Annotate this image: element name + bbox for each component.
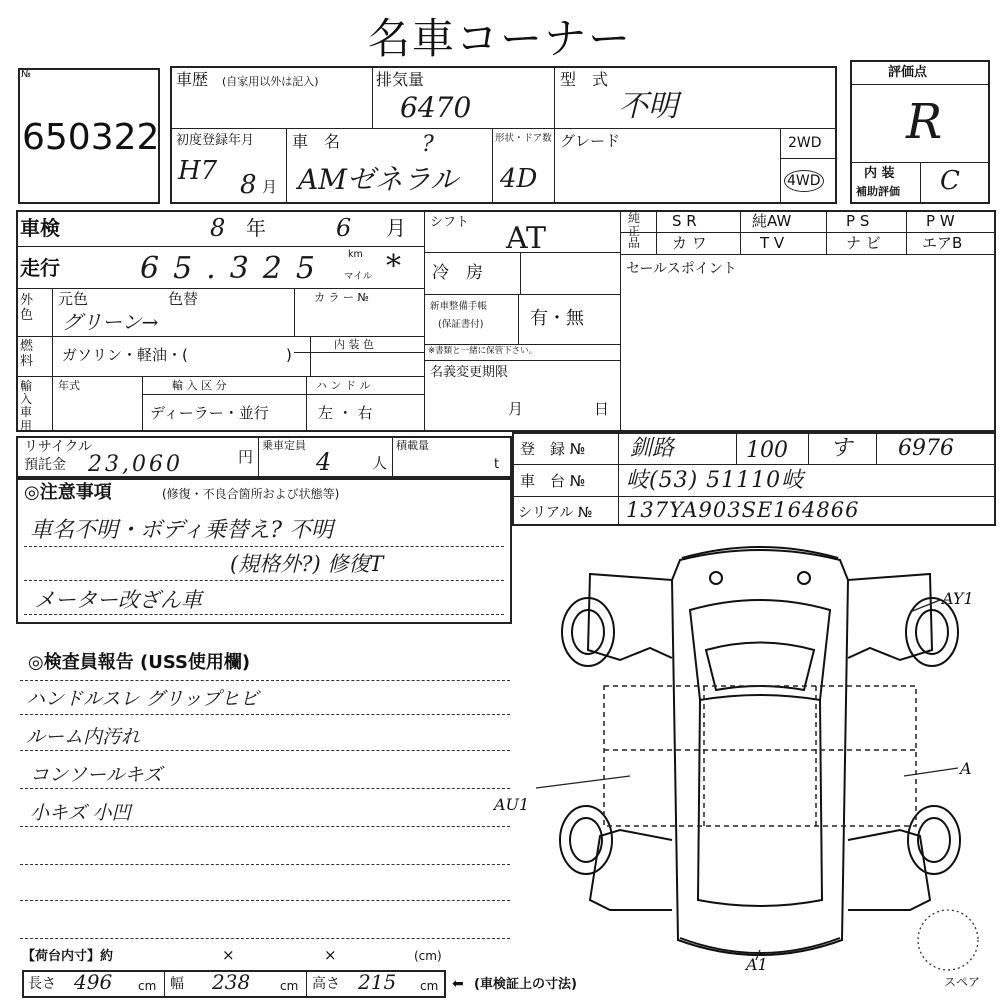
notes-label: ◎注意事項 [24,482,112,503]
capacity-label: 乗車定員 [262,439,306,452]
handle-value: 左 ・ 右 [318,404,373,422]
shaken-year-unit: 年 [246,216,266,240]
interior-eval-label: 内 装 [864,166,895,181]
grade-label: グレード [560,132,621,150]
handle-label: ハ ン ド ル [316,379,371,392]
recycle-label: リサイクル [24,439,93,455]
mileage-km: km [348,249,363,260]
first-reg-month: 8 [240,170,257,200]
mileage-value: 65.325 [140,251,329,286]
interior-eval-value: C [940,166,960,196]
cargo-x1: × [222,946,235,964]
name-change-month: 月 [508,400,524,418]
chassis-no-value: 岐(53) 51110岐 [626,468,805,493]
shaken-label: 車検 [20,216,60,240]
chassis-no-label: 車 台 № [520,472,586,490]
option-leather: カ ワ [672,234,707,252]
color-no-label: カ ラ ー № [314,291,369,304]
notes-line-3: メーター改ざん車 [34,588,202,612]
displacement-label: 排気量 [376,70,425,89]
aircon-label: 冷 房 [432,263,483,283]
capacity-unit: 人 [372,454,388,472]
reg-kana: す [830,436,853,461]
damage-mark-ay1: AY1 [942,589,974,608]
reg-region: 釧路 [630,436,675,461]
serial-no-label: シリアル № [518,505,593,521]
doors-label: 形状・ドア数 [495,133,552,144]
damage-mark-au1: AU1 [494,795,530,814]
manual-note: ※書類と一緒に保管下さい。 [428,346,538,356]
mileage-mark: * [386,249,401,284]
length-value: 496 [74,970,113,994]
mileage-label: 走行 [20,256,60,280]
shaken-month: 6 [336,214,352,242]
option-airbag: エアB [922,234,963,252]
height-label: 高さ [312,976,340,992]
damage-mark-a1: A1 [746,955,768,974]
notes-line-2: (規格外?) 修復T [230,552,384,576]
option-sr: S R [672,212,697,230]
width-label: 幅 [170,976,184,992]
car-name-value: AMゼネラル [298,163,459,196]
notes-sublabel: (修復・不良合箇所および状態等) [162,487,340,501]
option-aw: 純AW [752,212,792,230]
damage-mark-a: A [960,759,972,778]
import-kind-value: ディーラー・並行 [150,404,269,422]
drive-4wd: 4WD [784,170,824,192]
grade-eval-label: 評価点 [888,65,928,80]
recycle-unit: 円 [238,448,254,466]
grade-eval-value: R [906,94,943,150]
option-navi: ナ ビ [846,234,881,252]
drive-2wd: 2WD [788,135,822,151]
spare-label: スペア [944,975,981,989]
fuel-close: ) [286,346,292,364]
option-pw: P W [926,212,955,230]
length-unit: cm [138,979,157,993]
height-unit: cm [420,979,439,993]
notes-line-1: 車名不明・ボディ乗替え? 不明 [30,518,334,543]
lot-no-label: № [21,69,31,80]
length-label: 長さ [28,976,56,992]
fuel-label: 燃料 [20,339,34,369]
name-change-day: 日 [594,400,610,418]
history-label: 車歴 [176,70,209,89]
history-note: (自家用以外は記入) [222,75,319,88]
interior-color-label: 内 装 色 [334,338,374,351]
dimension-note: (車検証上の寸法) [474,977,577,992]
import-label: 輸入車用 [20,379,33,433]
inspector-label: ◎検査員報告 (USS使用欄) [28,652,251,673]
fuel-value: ガソリン・軽油・( [62,346,188,364]
shaken-year: 8 [210,214,226,242]
sales-point-label: セールスポイント [626,261,737,277]
cargo-unit: (cm) [414,949,442,963]
orig-color-value: グリーン→ [62,310,159,334]
inspector-line-1: ハンドルスレ グリップヒビ [26,688,259,710]
page-title: 名車コーナー [367,14,632,63]
mileage-mile: マイル [344,271,373,282]
car-name-question: ? [422,132,434,157]
model-type-value: 不明 [618,89,678,124]
manual-label: 新車整備手帳 [430,301,488,312]
displacement-value: 6470 [400,91,472,124]
model-type-label: 型 式 [560,70,609,89]
shaken-month-unit: 月 [386,216,406,240]
name-change-label: 名義変更期限 [430,365,509,380]
width-value: 238 [212,970,251,994]
height-value: 215 [358,970,397,994]
car-body-diagram [494,540,1000,980]
width-unit: cm [280,979,299,993]
lot-number: 650322 [22,117,160,158]
shift-value: AT [506,221,547,256]
cargo-label: 【荷台内寸】約 [22,949,114,964]
import-year-label: 年式 [58,379,80,392]
doors-value: 4D [500,164,538,194]
load-unit: t [494,457,500,472]
serial-no-value: 137YA903SE164866 [626,498,860,522]
capacity-value: 4 [316,448,332,476]
recycle-sublabel: 預託金 [24,457,66,473]
manual-sublabel: (保証書付) [438,319,484,330]
shift-label: シフト [430,215,470,230]
load-label: 積載量 [396,439,429,452]
recycle-value: 23,060 [88,452,183,477]
option-ps: P S [846,212,870,230]
reg-class: 100 [746,438,788,463]
car-name-label: 車 名 [292,132,341,151]
manual-value: 有・無 [530,308,584,329]
first-reg-year: H7 [178,156,218,186]
color-change-label: 色替 [168,290,199,308]
orig-color-label: 元色 [58,290,89,308]
reg-number: 6976 [898,436,954,461]
interior-eval-sublabel: 補助評価 [856,185,900,198]
first-reg-month-unit: 月 [262,178,278,196]
first-reg-label: 初度登録年月 [176,133,255,148]
option-tv: T V [760,234,785,252]
dimension-note-arrow: ⬅ [452,976,464,992]
inspector-line-4: 小キズ 小凹 [30,802,131,824]
reg-no-label: 登 録 № [520,440,586,458]
ext-color-label: 外色 [20,293,34,323]
options-side-label: 純正品 [628,211,641,251]
cargo-x2: × [324,946,337,964]
import-kind-label: 輸 入 区 分 [172,379,227,392]
inspector-line-3: コンソールキズ [30,764,163,786]
inspector-line-2: ルーム内汚れ [26,726,141,748]
